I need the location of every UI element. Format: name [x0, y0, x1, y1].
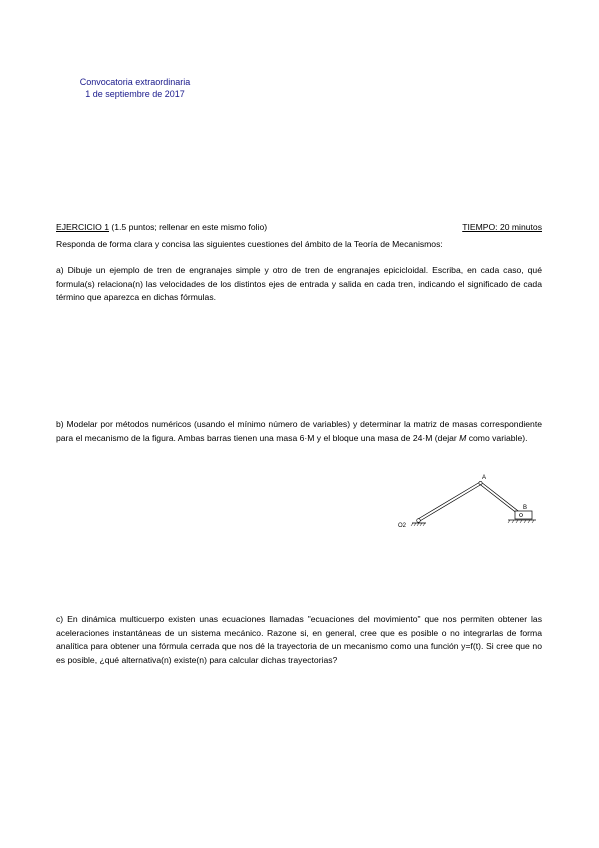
- label-o2: O2: [398, 523, 407, 529]
- question-a: a) Dibuje un ejemplo de tren de engranajes simple y otro de tren de engranajes epicicloidal. Escriba, en cada caso, qué formula(s) relaciona(n) las velocidades de los distintos ejes de entrada y salida en cada tren, indicando el significado de cada término que aparezca en dichas fórmulas.: [56, 265, 542, 303]
- label-a: A: [482, 475, 487, 481]
- exercise-time: TIEMPO: 20 minutos: [462, 222, 542, 232]
- label-b: B: [523, 505, 528, 511]
- exam-date: 1 de septiembre de 2017: [85, 89, 185, 99]
- question-b: [56, 418, 542, 445]
- question-b-text: b) Modelar por métodos numéricos (usando el mínimo número de variables) y determinar la matriz de masas correspondiente para el mecanismo de la figura. Ambas barras tienen una masa 6·M y el bloque una masa de 24·M (dejar: [56, 419, 542, 443]
- ground-o2: [411, 523, 426, 526]
- question-b-text-end: como variable).: [466, 432, 528, 443]
- exercise-intro: Responda de forma clara y concisa las siguientes cuestiones del ámbito de la Teoría de Mecanismos:: [56, 239, 443, 249]
- bar-o2-a: [418, 482, 481, 522]
- question-b-variable: M: [459, 432, 467, 443]
- exercise-title: EJERCICIO 1: [56, 222, 110, 232]
- session-title: Convocatoria extraordinaria: [79, 77, 191, 87]
- joint-a: [479, 481, 482, 484]
- ground-slider: [508, 520, 536, 523]
- exam-header: [60, 76, 210, 100]
- exercise-heading: [56, 221, 542, 233]
- joint-b: [520, 514, 523, 517]
- joint-o2: [417, 519, 421, 523]
- exercise-note: (1.5 puntos; rellenar en este mismo folio): [109, 222, 268, 232]
- block-b: [515, 511, 532, 519]
- mechanism-figure: [390, 470, 550, 540]
- question-c: c) En dinámica multicuerpo existen unas ecuaciones llamadas "ecuaciones del movimiento" que nos permiten obtener las aceleraciones instantáneas de un sistema mecánico. Razone si, en general, cree que es posible o no integrarlas de forma analítica para obtener una fórmula cerrada que nos dé la trayectoria de un mecanismo como una función y=f(t). Si cree que no es posible, ¿qué alternativa(n) existe(n) para calcular dichas trayectorias?: [56, 614, 542, 665]
